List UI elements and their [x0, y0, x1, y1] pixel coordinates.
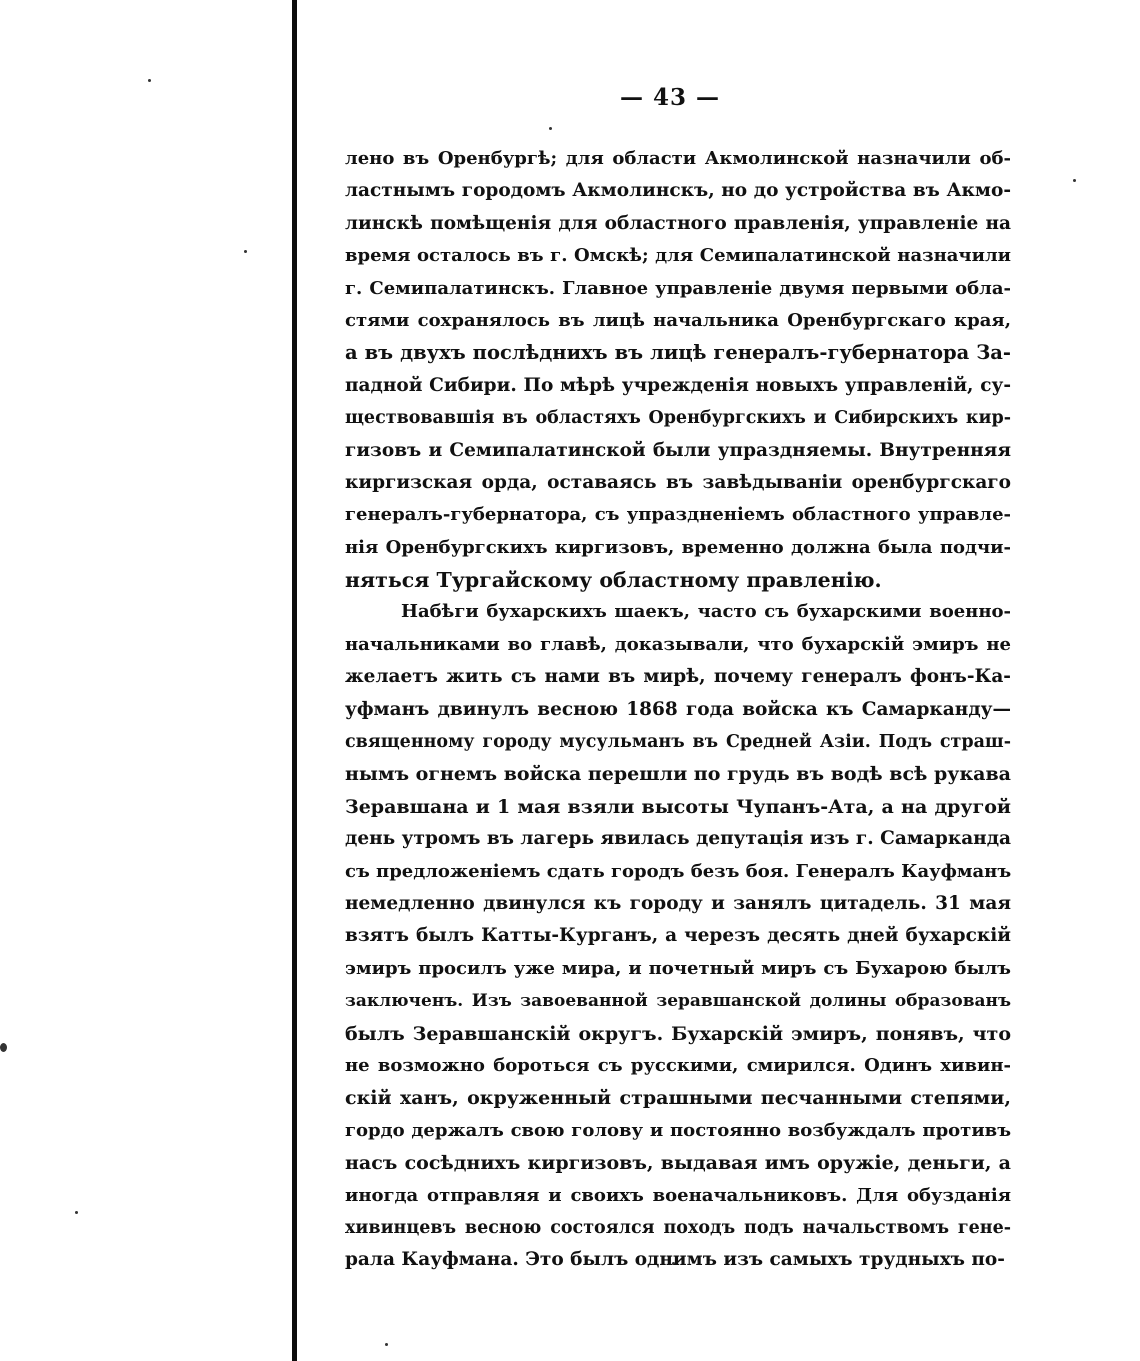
- text-line: г. Семипалатинскъ. Главное управленіе двумя первыми обла-: [345, 277, 1011, 299]
- scan-speck: [1073, 179, 1076, 182]
- text-line: киргизская орда, оставаясь въ завѣдываніи оренбургскаго: [345, 471, 1011, 493]
- paragraph: [345, 143, 1011, 596]
- text-line: ществовавшія въ областяхъ Оренбургскихъ и Сибирскихъ кир-: [345, 408, 1011, 429]
- text-line: а въ двухъ послѣднихъ въ лицѣ генералъ-губернатора За-: [345, 341, 1011, 365]
- paragraph: [345, 596, 1011, 1276]
- scan-speck: [385, 1343, 388, 1346]
- text-line: день утромъ въ лагерь явилась депутація изъ г. Самарканда: [345, 828, 1012, 850]
- text-line: падной Сибири. По мѣрѣ учрежденія новыхъ управленій, су-: [345, 374, 1011, 396]
- text-line: стями сохранялось въ лицѣ начальника Оренбургскаго края,: [345, 309, 1011, 331]
- text-line: нія Оренбургскихъ киргизовъ, временно должна была подчи-: [345, 536, 1011, 558]
- text-line: гордо держалъ свою голову и постоянно возбуждалъ противъ: [345, 1119, 1011, 1141]
- scan-speck: [75, 1211, 78, 1214]
- text-line: не возможно бороться съ русскими, смирился. Одинъ хивин-: [345, 1054, 1011, 1076]
- binding-edge-line: [292, 0, 297, 1361]
- text-line: священному городу мусульманъ въ Средней Азіи. Подъ страш-: [345, 732, 1011, 753]
- text-line: гизовъ и Семипалатинской были упраздняемы. Внутренняя: [345, 439, 1011, 461]
- text-line: няться Тургайскому областному правленію.: [345, 568, 882, 593]
- text-line: скій ханъ, окруженный страшными песчанными степями,: [345, 1087, 1011, 1110]
- scan-speck: [0, 1043, 7, 1052]
- text-line: хивинцевъ весною состоялся походъ подъ начальствомъ гене-: [345, 1217, 1011, 1238]
- text-line: ластнымъ городомъ Акмолинскъ, но до устройства въ Акмо-: [345, 180, 1011, 202]
- body-text: [345, 143, 1011, 1277]
- scan-speck: [244, 250, 247, 253]
- text-line: насъ сосѣднихъ киргизовъ, выдавая имъ оружіе, деньги, а: [345, 1152, 1011, 1175]
- text-line: немедленно двинулся къ городу и занялъ цитадель. 31 мая: [345, 892, 1011, 914]
- text-line: эмиръ просилъ уже мира, и почетный миръ съ Бухарою былъ: [345, 957, 1011, 979]
- text-line: начальниками во главѣ, доказывали, что бухарскій эмиръ не: [345, 633, 1011, 655]
- text-line: иногда отправляя и своихъ военачальниковъ. Для обузданія: [345, 1184, 1011, 1206]
- scan-speck: [148, 79, 151, 82]
- text-line: Набѣги бухарскихъ шаекъ, часто съ бухарскими военно-: [401, 601, 1011, 623]
- text-line: уфманъ двинулъ весною 1868 года войска къ Самарканду—: [345, 698, 1011, 720]
- text-line: лено въ Оренбургѣ; для области Акмолинской назначили об-: [345, 148, 1011, 169]
- text-line: нымъ огнемъ войска перешли по грудь въ водѣ всѣ рукава: [345, 763, 1011, 786]
- text-line: съ предложеніемъ сдать городъ безъ боя. Генералъ Кауфманъ: [345, 860, 1012, 882]
- text-line: заключенъ. Изъ завоеванной зеравшанской долины образованъ: [345, 991, 1011, 1012]
- text-line: время осталось въ г. Омскѣ; для Семипалатинской назначили: [345, 245, 1011, 267]
- text-line: линскѣ помѣщенія для областного правленія, управленіе на: [345, 212, 1011, 234]
- text-line: взятъ былъ Катты-Курганъ, а черезъ десять дней бухарскій: [345, 925, 1011, 947]
- text-line: Зеравшана и 1 мая взяли высоты Чупанъ-Ата, а на другой: [345, 795, 1011, 818]
- text-line: былъ Зеравшанскій округъ. Бухарскій эмиръ, понявъ, что: [345, 1022, 1011, 1045]
- text-line: рала Кауфмана. Это былъ однимъ изъ самыхъ трудныхъ по-: [345, 1249, 1005, 1271]
- text-line: желаетъ жить съ нами въ мирѣ, почему генералъ фонъ-Ка-: [345, 666, 1011, 688]
- scan-speck: [549, 127, 552, 130]
- page-number: — 43 —: [619, 84, 721, 111]
- text-line: генералъ-губернатора, съ упраздненіемъ областного управле-: [345, 504, 1011, 526]
